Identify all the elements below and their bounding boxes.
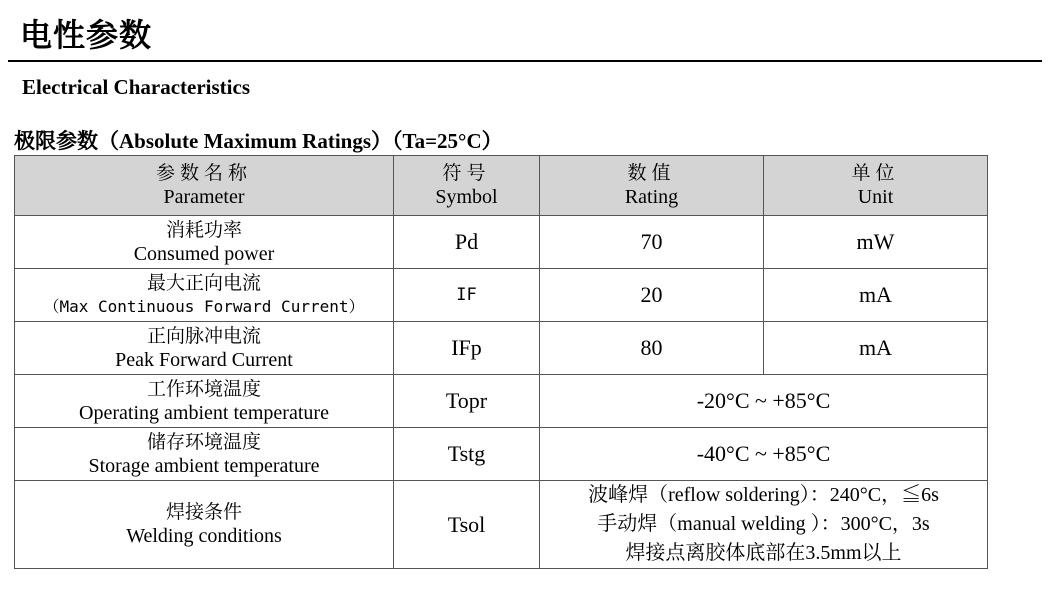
table-header-row <box>15 156 988 216</box>
param-cn: 正向脉冲电流 <box>146 324 261 347</box>
page-title: 电性参数 <box>20 16 153 54</box>
ratings-section-title: 极限参数（Absolute Maximum Ratings）（Ta=25°C） <box>14 129 503 153</box>
header-parameter <box>15 156 394 216</box>
table-row <box>15 481 988 569</box>
header-en: Symbol <box>435 186 498 208</box>
param-cell <box>15 375 394 428</box>
param-cn: 消耗功率 <box>165 218 242 241</box>
welding-line: 焊接点离胶体底部在3.5mm以上 <box>625 542 902 564</box>
param-en: Consumed power <box>133 242 275 265</box>
param-en: （Max Continuous Forward Current） <box>43 297 365 316</box>
table-row <box>15 216 988 269</box>
unit-cell: mW <box>764 216 988 269</box>
absolute-max-ratings-table <box>14 155 988 569</box>
welding-line: 手动焊（manual welding ）：300°C，3s <box>597 513 930 535</box>
symbol-cell: Tstg <box>394 428 540 481</box>
table-row <box>15 375 988 428</box>
header-cn: 符号 <box>442 162 491 184</box>
welding-line: 波峰焊（reflow soldering）：240°C，≦6s <box>588 484 939 506</box>
header-cn: 数值 <box>627 162 676 184</box>
rating-cell: 20 <box>540 269 764 322</box>
symbol-cell: IFp <box>394 322 540 375</box>
section-heading-english: Electrical Characteristics <box>22 75 250 99</box>
param-en: Peak Forward Current <box>115 348 293 371</box>
param-cn: 焊接条件 <box>165 501 242 523</box>
param-cn: 工作环境温度 <box>146 377 261 400</box>
table-row <box>15 269 988 322</box>
header-en: Parameter <box>163 186 245 208</box>
rating-cell: 80 <box>540 322 764 375</box>
unit-cell: mA <box>764 322 988 375</box>
table-row <box>15 428 988 481</box>
param-cn: 最大正向电流 <box>146 272 261 294</box>
range-cell: -40°C ~ +85°C <box>540 428 988 481</box>
param-cell <box>15 481 394 569</box>
header-cn: 单位 <box>851 162 900 184</box>
param-en: Welding conditions <box>126 525 282 547</box>
header-en: Unit <box>857 186 894 208</box>
symbol-cell: IF <box>394 269 540 322</box>
rating-cell: 70 <box>540 216 764 269</box>
table-row <box>15 322 988 375</box>
header-en: Rating <box>624 186 679 208</box>
symbol-cell: Pd <box>394 216 540 269</box>
param-cell <box>15 322 394 375</box>
symbol-cell: Tsol <box>394 481 540 569</box>
param-cell <box>15 428 394 481</box>
range-cell: -20°C ~ +85°C <box>540 375 988 428</box>
welding-conditions-cell <box>540 481 988 569</box>
param-cell <box>15 269 394 322</box>
title-divider <box>8 60 1042 62</box>
unit-cell: mA <box>764 269 988 322</box>
symbol-cell: Topr <box>394 375 540 428</box>
header-unit <box>764 156 988 216</box>
param-en: Operating ambient temperature <box>79 401 329 424</box>
param-en: Storage ambient temperature <box>88 454 320 477</box>
header-symbol <box>394 156 540 216</box>
param-cn: 储存环境温度 <box>146 430 261 453</box>
param-cell <box>15 216 394 269</box>
header-rating <box>540 156 764 216</box>
header-cn: 参数名称 <box>155 162 252 184</box>
